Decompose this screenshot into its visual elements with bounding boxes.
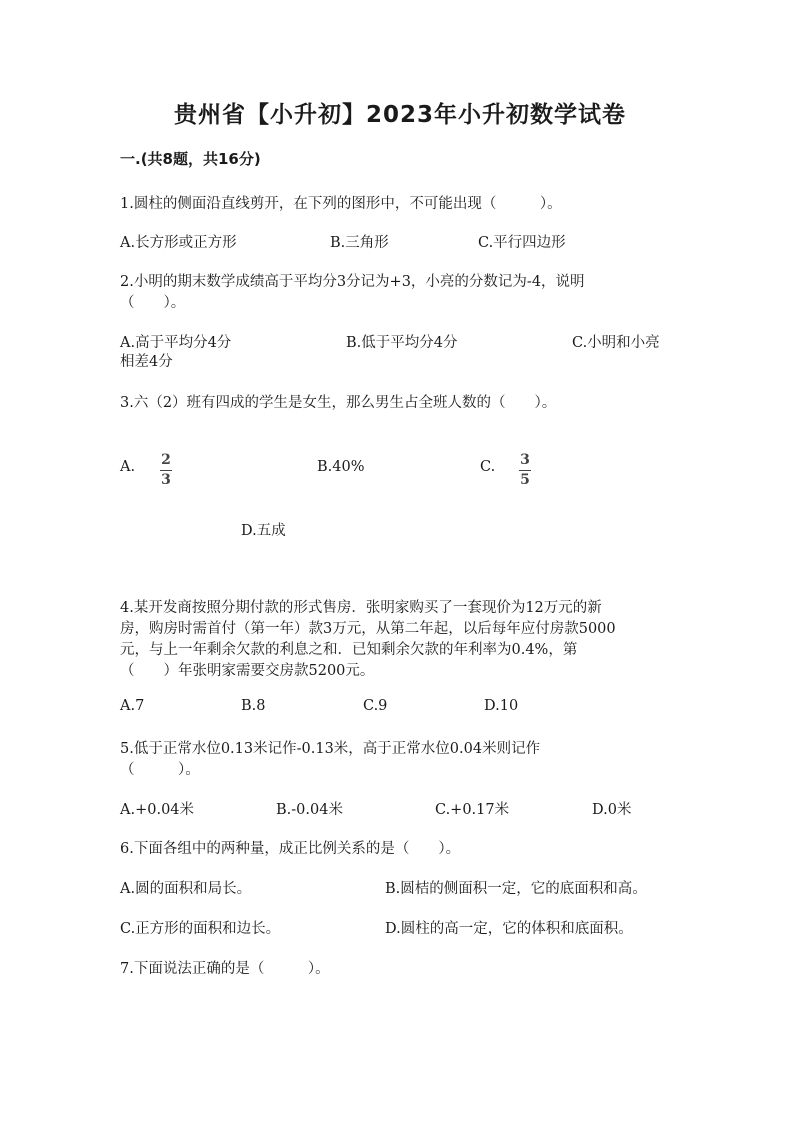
fraction-denominator: 3: [161, 472, 171, 488]
q3-option-a-label: A.: [120, 459, 136, 475]
q4-option-d: D.10: [484, 698, 519, 714]
q6-option-b: B.圆桔的侧面积一定，它的底面积和高。: [385, 881, 647, 897]
fraction-numerator: 2: [161, 452, 171, 468]
q2-option-a: A.高于平均分4分: [120, 335, 232, 351]
q4-option-c: C.9: [363, 698, 388, 714]
exam-title: 贵州省【小升初】2023年小升初数学试卷: [173, 102, 626, 128]
q2-option-c: C.小明和小亮: [572, 335, 660, 351]
fraction-denominator: 5: [520, 472, 530, 488]
section-heading: 一.(共8题，共16分): [120, 150, 261, 168]
q6-option-d: D.圆柱的高一定，它的体积和底面积。: [385, 921, 633, 937]
q1-option-c: C.平行四边形: [478, 235, 566, 251]
q4-stem-line2: 房，购房时需首付（第一年）款3万元，从第二年起，以后每年应付房款5000: [120, 621, 616, 637]
q2-stem-line2: （ ）。: [120, 295, 186, 311]
q5-stem-line2: （ ）。: [120, 762, 200, 778]
q5-option-b: B.-0.04米: [276, 802, 343, 818]
q6-stem: 6.下面各组中的两种量，成正比例关系的是（ ）。: [120, 841, 461, 857]
q3-option-d: D.五成: [241, 523, 286, 539]
q2-stem-line1: 2.小明的期末数学成绩高于平均分3分记为+3，小亮的分数记为-4，说明: [120, 274, 585, 290]
q1-option-b: B.三角形: [330, 235, 389, 251]
q6-option-a: A.圆的面积和局长。: [120, 881, 252, 897]
q4-stem-line3: 元，与上一年剩余欠款的利息之和．已知剩余欠款的年利率为0.4%，第: [120, 642, 578, 658]
q7-stem: 7.下面说法正确的是（ ）。: [120, 961, 330, 977]
q5-option-c: C.+0.17米: [435, 802, 510, 818]
fraction-bar: [519, 470, 531, 471]
q5-stem-line1: 5.低于正常水位0.13米记作-0.13米，高于正常水位0.04米则记作: [120, 741, 541, 757]
q1-option-a: A.长方形或正方形: [120, 235, 237, 251]
q3-option-a-fraction: [160, 452, 172, 489]
q1-stem: 1.圆柱的侧面沿直线剪开，在下列的图形中，不可能出现（ ）。: [120, 196, 562, 212]
q3-option-c-label: C.: [480, 459, 496, 475]
q3-option-b: B.40%: [317, 459, 365, 475]
q4-stem-line1: 4.某开发商按照分期付款的形式售房．张明家购买了一套现价为12万元的新: [120, 600, 602, 616]
q3-option-c-fraction: [519, 452, 531, 489]
q3-stem: 3.六（2）班有四成的学生是女生，那么男生占全班人数的（ ）。: [120, 395, 557, 411]
q5-option-a: A.+0.04米: [120, 802, 195, 818]
fraction-numerator: 3: [520, 452, 530, 468]
q6-option-c: C.正方形的面积和边长。: [120, 921, 281, 937]
q4-stem-line4: （ ）年张明家需要交房款5200元。: [120, 663, 375, 679]
fraction-bar: [160, 470, 172, 471]
q4-option-a: A.7: [120, 698, 145, 714]
q4-option-b: B.8: [241, 698, 266, 714]
q2-option-b: B.低于平均分4分: [346, 335, 458, 351]
q5-option-d: D.0米: [592, 802, 632, 818]
q2-option-c-cont: 相差4分: [120, 354, 173, 370]
